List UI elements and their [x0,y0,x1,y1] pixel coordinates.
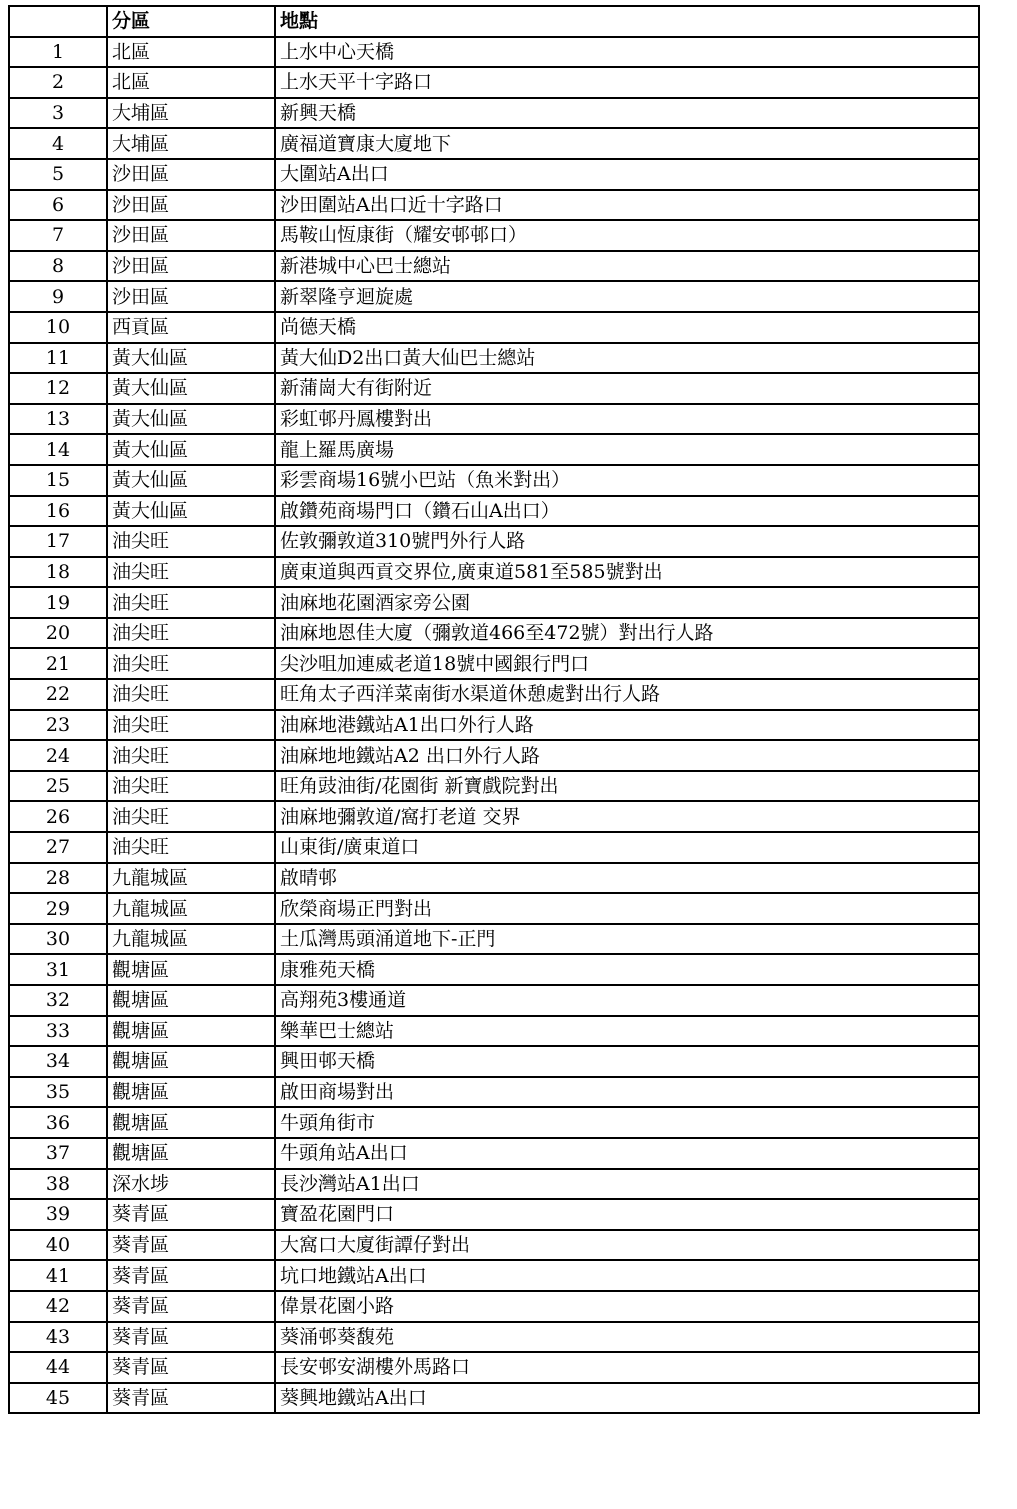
district-cell: 觀塘區 [107,1046,275,1077]
location-cell: 啟晴邨 [275,863,979,894]
table-row [9,98,979,129]
district-cell: 油尖旺 [107,710,275,741]
location-cell: 佐敦彌敦道310號門外行人路 [275,526,979,557]
table-row [9,1322,979,1353]
location-cell: 新興天橋 [275,98,979,129]
table-row [9,1077,979,1108]
district-cell: 油尖旺 [107,679,275,710]
table-row [9,954,979,985]
header-location: 地點 [275,6,979,37]
location-cell: 油麻地花園酒家旁公園 [275,587,979,618]
district-cell: 沙田區 [107,190,275,221]
district-cell: 油尖旺 [107,832,275,863]
district-cell: 北區 [107,37,275,68]
table-row [9,159,979,190]
table-row [9,1383,979,1414]
district-cell: 黃大仙區 [107,404,275,435]
location-cell: 旺角豉油街/花園街 新寶戲院對出 [275,771,979,802]
location-cell: 坑口地鐵站A出口 [275,1260,979,1291]
location-cell: 上水天平十字路口 [275,67,979,98]
row-number-cell: 35 [9,1077,107,1108]
table-row [9,1199,979,1230]
district-cell: 油尖旺 [107,557,275,588]
table-row [9,496,979,527]
location-cell: 高翔苑3樓通道 [275,985,979,1016]
row-number-cell: 15 [9,465,107,496]
table-row [9,893,979,924]
district-cell: 油尖旺 [107,526,275,557]
table-row [9,1260,979,1291]
district-cell: 九龍城區 [107,924,275,955]
location-cell: 馬鞍山恆康街（耀安邨邨口） [275,220,979,251]
district-cell: 油尖旺 [107,587,275,618]
row-number-cell: 33 [9,1016,107,1047]
location-cell: 油麻地彌敦道/窩打老道 交界 [275,801,979,832]
location-cell: 樂華巴士總站 [275,1016,979,1047]
row-number-cell: 40 [9,1230,107,1261]
district-cell: 葵青區 [107,1291,275,1322]
row-number-cell: 6 [9,190,107,221]
row-number-cell: 10 [9,312,107,343]
table-row [9,832,979,863]
district-cell: 油尖旺 [107,618,275,649]
row-number-cell: 45 [9,1383,107,1414]
table-row [9,985,979,1016]
row-number-cell: 44 [9,1352,107,1383]
district-cell: 沙田區 [107,281,275,312]
location-cell: 彩雲商場16號小巴站（魚米對出） [275,465,979,496]
table-row [9,648,979,679]
location-cell: 大圍站A出口 [275,159,979,190]
row-number-cell: 16 [9,496,107,527]
table-row [9,465,979,496]
row-number-cell: 26 [9,801,107,832]
district-cell: 沙田區 [107,251,275,282]
location-cell: 欣榮商場正門對出 [275,893,979,924]
row-number-cell: 3 [9,98,107,129]
row-number-cell: 12 [9,373,107,404]
table-row [9,1046,979,1077]
district-cell: 油尖旺 [107,648,275,679]
district-cell: 觀塘區 [107,985,275,1016]
table-row [9,679,979,710]
district-cell: 油尖旺 [107,801,275,832]
district-cell: 葵青區 [107,1322,275,1353]
location-cell: 廣東道與西貢交界位,廣東道581至585號對出 [275,557,979,588]
header-number [9,6,107,37]
table-row [9,1016,979,1047]
location-cell: 上水中心天橋 [275,37,979,68]
district-cell: 觀塘區 [107,1016,275,1047]
district-cell: 觀塘區 [107,1138,275,1169]
district-cell: 油尖旺 [107,740,275,771]
district-cell: 葵青區 [107,1352,275,1383]
row-number-cell: 25 [9,771,107,802]
table-row [9,1107,979,1138]
location-cell: 油麻地地鐵站A2 出口外行人路 [275,740,979,771]
location-cell: 沙田圍站A出口近十字路口 [275,190,979,221]
table-row [9,434,979,465]
location-cell: 山東街/廣東道口 [275,832,979,863]
location-cell: 彩虹邨丹鳳樓對出 [275,404,979,435]
row-number-cell: 43 [9,1322,107,1353]
row-number-cell: 30 [9,924,107,955]
district-cell: 黃大仙區 [107,434,275,465]
location-cell: 興田邨天橋 [275,1046,979,1077]
table-row [9,1291,979,1322]
district-cell: 九龍城區 [107,863,275,894]
table-row [9,220,979,251]
table-row [9,1352,979,1383]
row-number-cell: 27 [9,832,107,863]
row-number-cell: 21 [9,648,107,679]
table-row [9,618,979,649]
district-cell: 深水埗 [107,1169,275,1200]
table-row [9,740,979,771]
location-cell: 葵涌邨葵馥苑 [275,1322,979,1353]
table-row [9,343,979,374]
row-number-cell: 36 [9,1107,107,1138]
location-cell: 葵興地鐵站A出口 [275,1383,979,1414]
location-cell: 康雅苑天橋 [275,954,979,985]
row-number-cell: 17 [9,526,107,557]
location-cell: 新港城中心巴士總站 [275,251,979,282]
district-cell: 九龍城區 [107,893,275,924]
row-number-cell: 31 [9,954,107,985]
location-cell: 尖沙咀加連威老道18號中國銀行門口 [275,648,979,679]
location-cell: 大窩口大廈街譚仔對出 [275,1230,979,1261]
location-cell: 黃大仙D2出口黃大仙巴士總站 [275,343,979,374]
row-number-cell: 11 [9,343,107,374]
table-row [9,801,979,832]
district-cell: 黃大仙區 [107,343,275,374]
location-cell: 油麻地港鐵站A1出口外行人路 [275,710,979,741]
table-row [9,373,979,404]
table-header [9,6,979,37]
district-cell: 大埔區 [107,128,275,159]
district-cell: 葵青區 [107,1230,275,1261]
table-row [9,710,979,741]
location-cell: 長沙灣站A1出口 [275,1169,979,1200]
table-row [9,281,979,312]
table-row [9,1169,979,1200]
table-row [9,771,979,802]
district-cell: 大埔區 [107,98,275,129]
row-number-cell: 39 [9,1199,107,1230]
table-row [9,128,979,159]
row-number-cell: 32 [9,985,107,1016]
row-number-cell: 28 [9,863,107,894]
district-cell: 觀塘區 [107,1077,275,1108]
table-row [9,404,979,435]
district-cell: 葵青區 [107,1199,275,1230]
district-cell: 沙田區 [107,220,275,251]
district-cell: 黃大仙區 [107,373,275,404]
location-cell: 尚德天橋 [275,312,979,343]
row-number-cell: 20 [9,618,107,649]
row-number-cell: 5 [9,159,107,190]
table-row [9,312,979,343]
location-cell: 龍上羅馬廣場 [275,434,979,465]
location-cell: 新蒲崗大有街附近 [275,373,979,404]
table-row [9,1230,979,1261]
row-number-cell: 37 [9,1138,107,1169]
district-cell: 沙田區 [107,159,275,190]
location-cell: 牛頭角站A出口 [275,1138,979,1169]
table-row [9,190,979,221]
row-number-cell: 42 [9,1291,107,1322]
location-cell: 新翠隆亨迴旋處 [275,281,979,312]
header-row [9,6,979,37]
row-number-cell: 1 [9,37,107,68]
table-row [9,251,979,282]
locations-table [8,5,980,1414]
row-number-cell: 7 [9,220,107,251]
row-number-cell: 8 [9,251,107,282]
district-cell: 黃大仙區 [107,496,275,527]
row-number-cell: 41 [9,1260,107,1291]
location-cell: 偉景花園小路 [275,1291,979,1322]
row-number-cell: 34 [9,1046,107,1077]
location-cell: 啟鑽苑商場門口（鑽石山A出口） [275,496,979,527]
district-cell: 西貢區 [107,312,275,343]
row-number-cell: 29 [9,893,107,924]
district-cell: 油尖旺 [107,771,275,802]
row-number-cell: 13 [9,404,107,435]
location-cell: 土瓜灣馬頭涌道地下-正門 [275,924,979,955]
location-cell: 牛頭角街市 [275,1107,979,1138]
location-cell: 啟田商場對出 [275,1077,979,1108]
table-row [9,557,979,588]
table-row [9,587,979,618]
row-number-cell: 23 [9,710,107,741]
location-cell: 長安邨安湖樓外馬路口 [275,1352,979,1383]
row-number-cell: 14 [9,434,107,465]
district-cell: 葵青區 [107,1260,275,1291]
table-row [9,67,979,98]
district-cell: 觀塘區 [107,954,275,985]
table-row [9,526,979,557]
location-cell: 油麻地恩佳大廈（彌敦道466至472號）對出行人路 [275,618,979,649]
row-number-cell: 24 [9,740,107,771]
location-cell: 寶盈花園門口 [275,1199,979,1230]
row-number-cell: 38 [9,1169,107,1200]
district-cell: 觀塘區 [107,1107,275,1138]
row-number-cell: 19 [9,587,107,618]
row-number-cell: 4 [9,128,107,159]
table-row [9,924,979,955]
district-cell: 北區 [107,67,275,98]
row-number-cell: 22 [9,679,107,710]
table-row [9,37,979,68]
table-row [9,1138,979,1169]
header-district: 分區 [107,6,275,37]
row-number-cell: 18 [9,557,107,588]
row-number-cell: 9 [9,281,107,312]
district-cell: 黃大仙區 [107,465,275,496]
row-number-cell: 2 [9,67,107,98]
district-cell: 葵青區 [107,1383,275,1414]
location-cell: 廣福道寶康大廈地下 [275,128,979,159]
table-body [9,37,979,1414]
table-row [9,863,979,894]
location-cell: 旺角太子西洋菜南街水渠道休憩處對出行人路 [275,679,979,710]
